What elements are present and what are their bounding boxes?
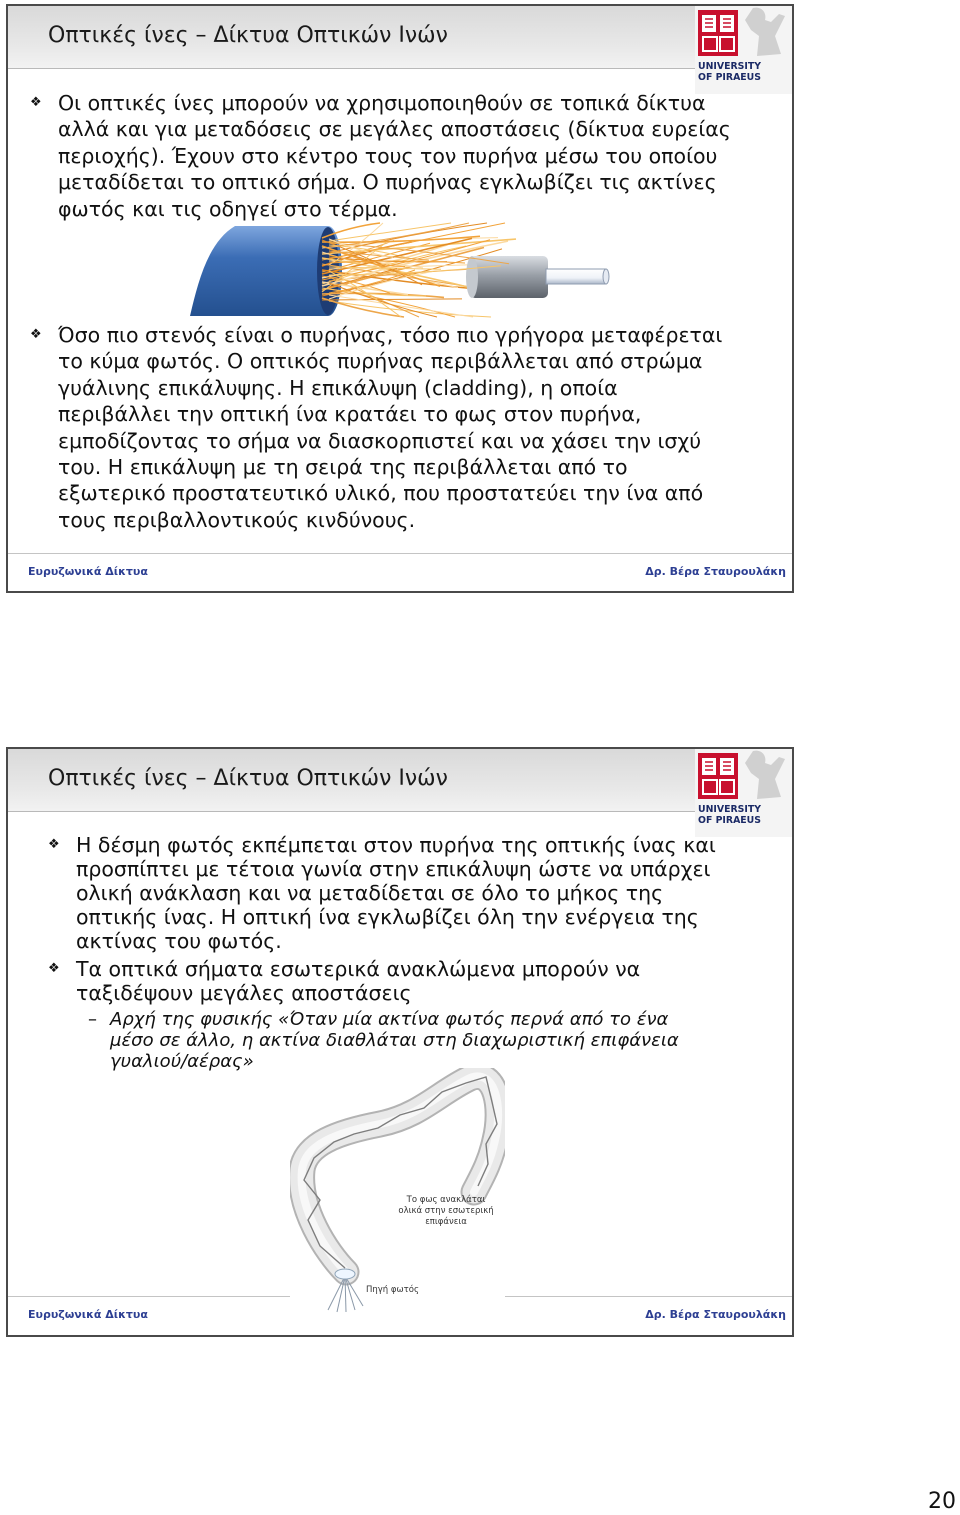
light-source-label: Πηγή φωτός xyxy=(366,1285,419,1295)
fiber-strand xyxy=(322,299,462,300)
slide-title: Οπτικές ίνες – Δίκτυα Οπτικών Ινών xyxy=(48,766,448,791)
text-line: περιοχής). Έχουν στο κέντρο τους τον πυρήνα μέσω του οποίου xyxy=(58,143,718,168)
text-line: εξωτερικό προστατευτικό υλικό, που προστατεύει την ίνα από xyxy=(58,481,704,506)
text-line: ακτίνας του φωτός. xyxy=(76,929,282,953)
figure-caption-line: επιφάνεια xyxy=(425,1217,467,1227)
text-line: μεταδίδεται το οπτικό σήμα. Ο πυρήνας εγκλωβίζει τις ακτίνες xyxy=(58,170,717,195)
diamond-bullet-icon xyxy=(48,838,60,852)
footer-course-name: Ευρυζωνικά Δίκτυα xyxy=(28,565,148,578)
logo-text-line2: OF PIRAEUS xyxy=(698,72,761,83)
university-logo xyxy=(695,6,792,94)
sub-bullet-marker: – xyxy=(88,1009,97,1030)
diamond-bullet-icon xyxy=(30,328,42,342)
text-line: προσπίπτει με τέτοια γωνία στην επικάλυψη ώστε να υπάρχει xyxy=(76,857,711,881)
page-number: 20 xyxy=(928,1489,956,1514)
sub-bullet-text xyxy=(110,1009,679,1072)
footer-course-name: Ευρυζωνικά Δίκτυα xyxy=(28,1308,148,1321)
text-line: Αρχή της φυσικής «Όταν μία ακτίνα φωτός περνά από το ένα xyxy=(110,1009,669,1030)
text-line: γυάλινης επικάλυψης. Η επικάλυψη (cladding), η οποία xyxy=(58,375,618,400)
glass-core xyxy=(546,269,606,284)
university-logo xyxy=(695,749,792,837)
text-line: ταξιδέψουν μεγάλες αποστάσεις xyxy=(76,981,412,1005)
text-line: φωτός και τις οδηγεί στο τέρμα. xyxy=(58,196,398,221)
text-line: γυαλιού/αέρας» xyxy=(110,1051,254,1072)
text-line: του. Η επικάλυψη με τη σειρά της περιβάλλεται από το xyxy=(58,455,628,480)
slide-1 xyxy=(6,4,794,593)
bullet-text xyxy=(58,322,722,533)
text-line: περιβάλλει την οπτική ίνα κρατάει το φως στον πυρήνα, xyxy=(58,402,642,427)
optical-fiber-cable-illustration xyxy=(188,222,610,318)
text-line: Οι οπτικές ίνες μπορούν να χρησιμοποιηθούν σε τοπικά δίκτυα xyxy=(58,91,706,115)
footer-author: Δρ. Βέρα Σταυρουλάκη xyxy=(645,565,786,578)
bullet-text xyxy=(76,833,716,953)
total-internal-reflection-illustration xyxy=(290,1068,505,1313)
text-line: μέσο σε άλλο, η ακτίνα διαθλάται στη διαχωριστική επιφάνεια xyxy=(110,1030,679,1051)
bullet-text xyxy=(76,957,640,1005)
text-line: Όσο πιο στενός είναι ο πυρήνας, τόσο πιο γρήγορα μεταφέρεται xyxy=(58,323,723,347)
text-line: Η δέσμη φωτός εκπέμπεται στον πυρήνα της οπτικής ίνας και xyxy=(76,833,716,857)
figure-caption-line: Το φως ανακλάται xyxy=(406,1195,486,1205)
buffer-tube xyxy=(470,256,548,298)
footer-author: Δρ. Βέρα Σταυρουλάκη xyxy=(645,1308,786,1321)
text-line: Τα οπτικά σήματα εσωτερικά ανακλώμενα μπορούν να xyxy=(76,957,641,981)
footer-divider xyxy=(8,553,792,554)
logo-text-line1: UNIVERSITY xyxy=(698,804,762,815)
figure-caption-line: ολικά στην εσωτερική xyxy=(398,1206,494,1216)
text-line: αλλά και για μεταδόσεις σε μεγάλες αποστάσεις (δίκτυα ευρείας xyxy=(58,117,731,142)
logo-text-line2: OF PIRAEUS xyxy=(698,815,761,826)
slide-2 xyxy=(6,747,794,1337)
slide-title: Οπτικές ίνες – Δίκτυα Οπτικών Ινών xyxy=(48,23,448,48)
text-line: ολική ανάκλαση και να μεταδίδεται σε όλο το μήκος της xyxy=(76,881,664,905)
text-line: το κύμα φωτός. Ο οπτικός πυρήνας περιβάλλεται από στρώμα xyxy=(58,349,703,374)
text-line: εμποδίζοντας το σήμα να διασκορπιστεί και να χάσει την ισχύ xyxy=(58,428,702,453)
fiber-strand xyxy=(329,301,491,317)
text-line: τους περιβαλλοντικούς κινδύνους. xyxy=(58,507,416,532)
diamond-bullet-icon xyxy=(48,962,60,976)
text-line: οπτικής ίνας. Η οπτική ίνα εγκλωβίζει όλη την ενέργεια της xyxy=(76,905,699,929)
logo-text-line1: UNIVERSITY xyxy=(698,61,762,72)
diamond-bullet-icon xyxy=(30,96,42,110)
bullet-text xyxy=(58,90,731,222)
